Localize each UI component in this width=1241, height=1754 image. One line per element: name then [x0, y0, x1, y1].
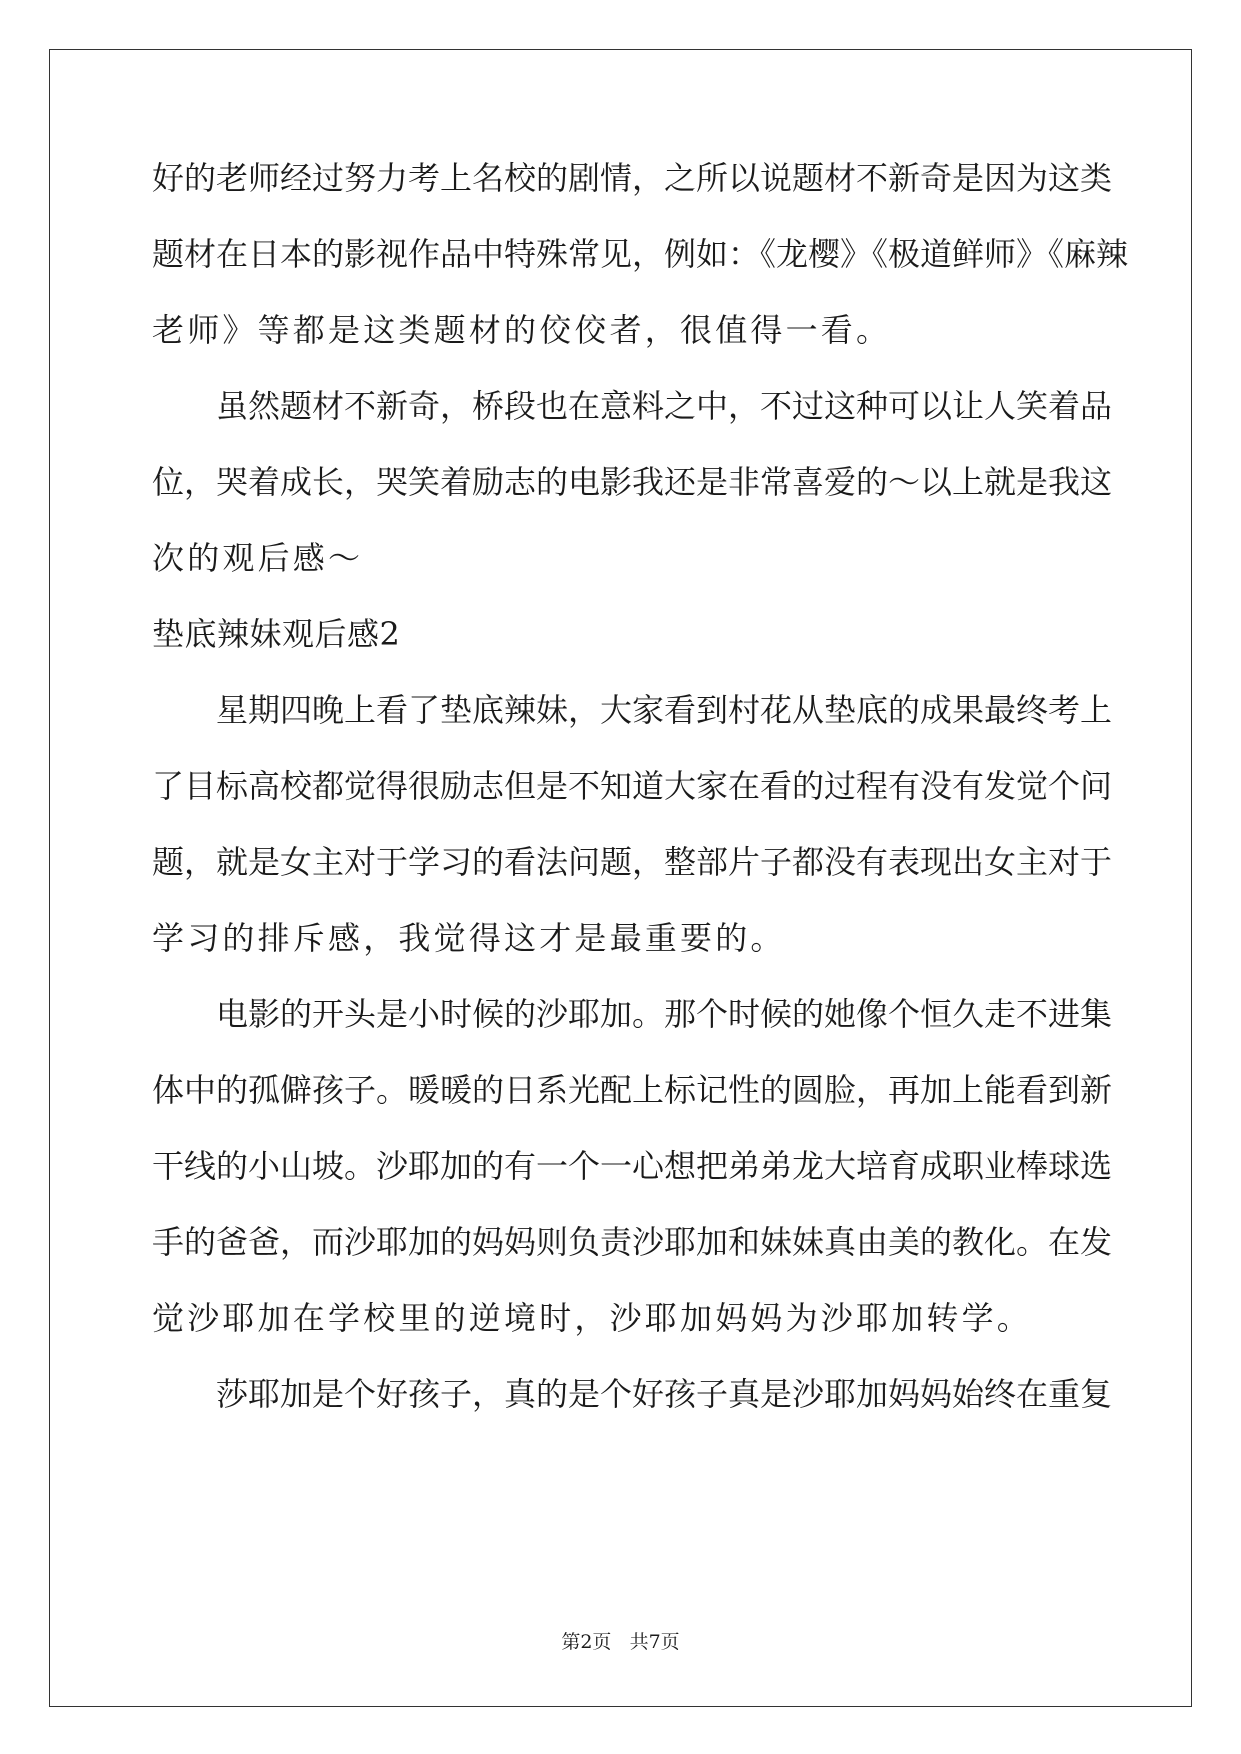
paragraph-start-line: 虽然题材不新奇，桥段也在意料之中，不过这种可以让人笑着品: [216, 387, 1113, 425]
text-line: 了目标高校都觉得很励志但是不知道大家在看的过程有没有发觉个问: [152, 767, 1113, 805]
text-line: 题，就是女主对于学习的看法问题，整部片子都没有表现出女主对于: [152, 843, 1113, 881]
text-line: 老师》等都是这类题材的佼佼者，很值得一看。: [152, 311, 892, 349]
text-line: 手的爸爸，而沙耶加的妈妈则负责沙耶加和妹妹真由美的教化。在发: [152, 1223, 1113, 1261]
text-line: 体中的孤僻孩子。暖暖的日系光配上标记性的圆脸，再加上能看到新: [152, 1071, 1113, 1109]
paragraph-start-line: 莎耶加是个好孩子，真的是个好孩子真是沙耶加妈妈始终在重复: [216, 1375, 1113, 1413]
text-line: 学习的排斥感，我觉得这才是最重要的。: [152, 919, 786, 957]
section-heading: 垫底辣妹观后感2: [152, 615, 401, 653]
text-line: 次的观后感～: [152, 539, 364, 577]
text-line: 干线的小山坡。沙耶加的有一个一心想把弟弟龙大培育成职业棒球选: [152, 1147, 1113, 1185]
text-line: 题材在日本的影视作品中特殊常见，例如：《龙樱》《极道鲜师》《麻辣: [152, 235, 1129, 273]
text-line: 位，哭着成长，哭笑着励志的电影我还是非常喜爱的～以上就是我这: [152, 463, 1113, 501]
page-number: 第2页: [561, 1631, 612, 1653]
page-total: 共7页: [629, 1631, 680, 1653]
page-footer: [0, 1630, 1241, 1654]
paragraph-start-line: 电影的开头是小时候的沙耶加。那个时候的她像个恒久走不进集: [216, 995, 1113, 1033]
text-line: 好的老师经过努力考上名校的剧情，之所以说题材不新奇是因为这类: [152, 159, 1113, 197]
paragraph-start-line: 星期四晚上看了垫底辣妹，大家看到村花从垫底的成果最终考上: [216, 691, 1113, 729]
text-line: 觉沙耶加在学校里的逆境时，沙耶加妈妈为沙耶加转学。: [152, 1299, 1033, 1337]
